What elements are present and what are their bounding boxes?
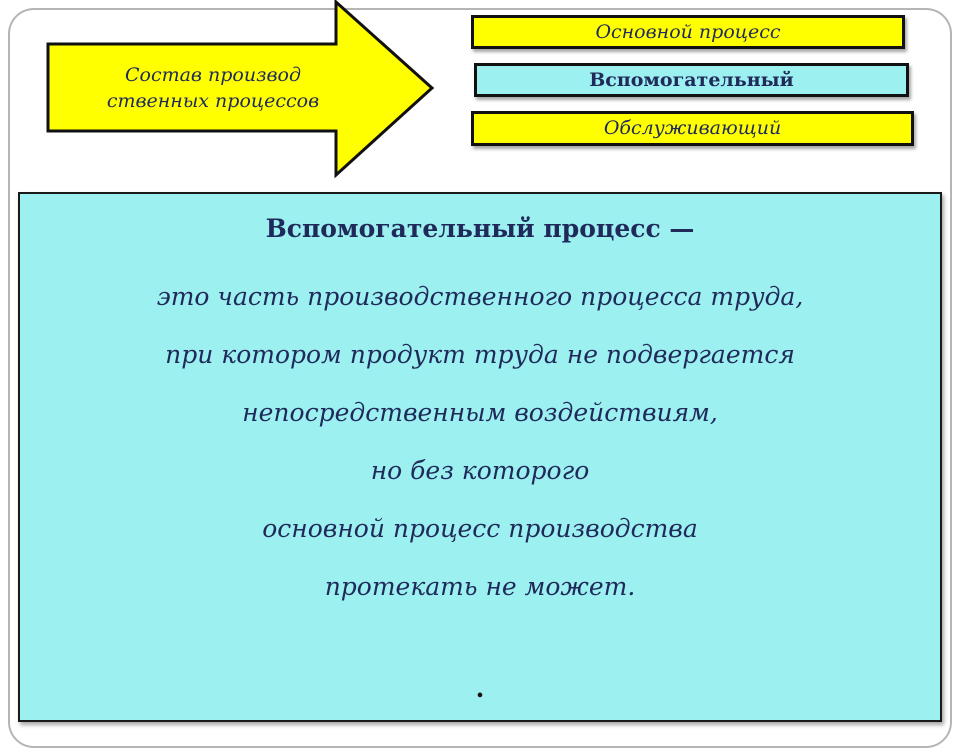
definition-line: непосредственным воздействиям, — [242, 398, 718, 427]
definition-panel — [18, 192, 942, 722]
process-type-label: Основной процесс — [595, 21, 781, 43]
arrow-label-line: ственных процессов — [106, 90, 320, 112]
arrow-label-line: Состав производ — [124, 64, 302, 86]
definition-line: основной процесс производства — [262, 514, 698, 543]
definition-line: протекать не может. — [324, 572, 636, 601]
definition-title: Вспомогательный процесс — — [265, 214, 695, 243]
process-type-service — [471, 111, 914, 146]
trailing-dot: . — [475, 674, 485, 703]
process-type-label: Обслуживающий — [603, 117, 782, 139]
process-type-auxiliary — [474, 63, 909, 97]
definition-line: это часть производственного процесса труда, — [156, 282, 804, 311]
definition-line: при котором продукт труда не подвергается — [165, 340, 795, 369]
arrow-label — [78, 62, 348, 114]
definition-text — [20, 268, 940, 616]
definition-line: но без которого — [370, 456, 590, 485]
process-type-label: Вспомогательный — [589, 69, 794, 91]
process-type-main — [471, 15, 905, 49]
